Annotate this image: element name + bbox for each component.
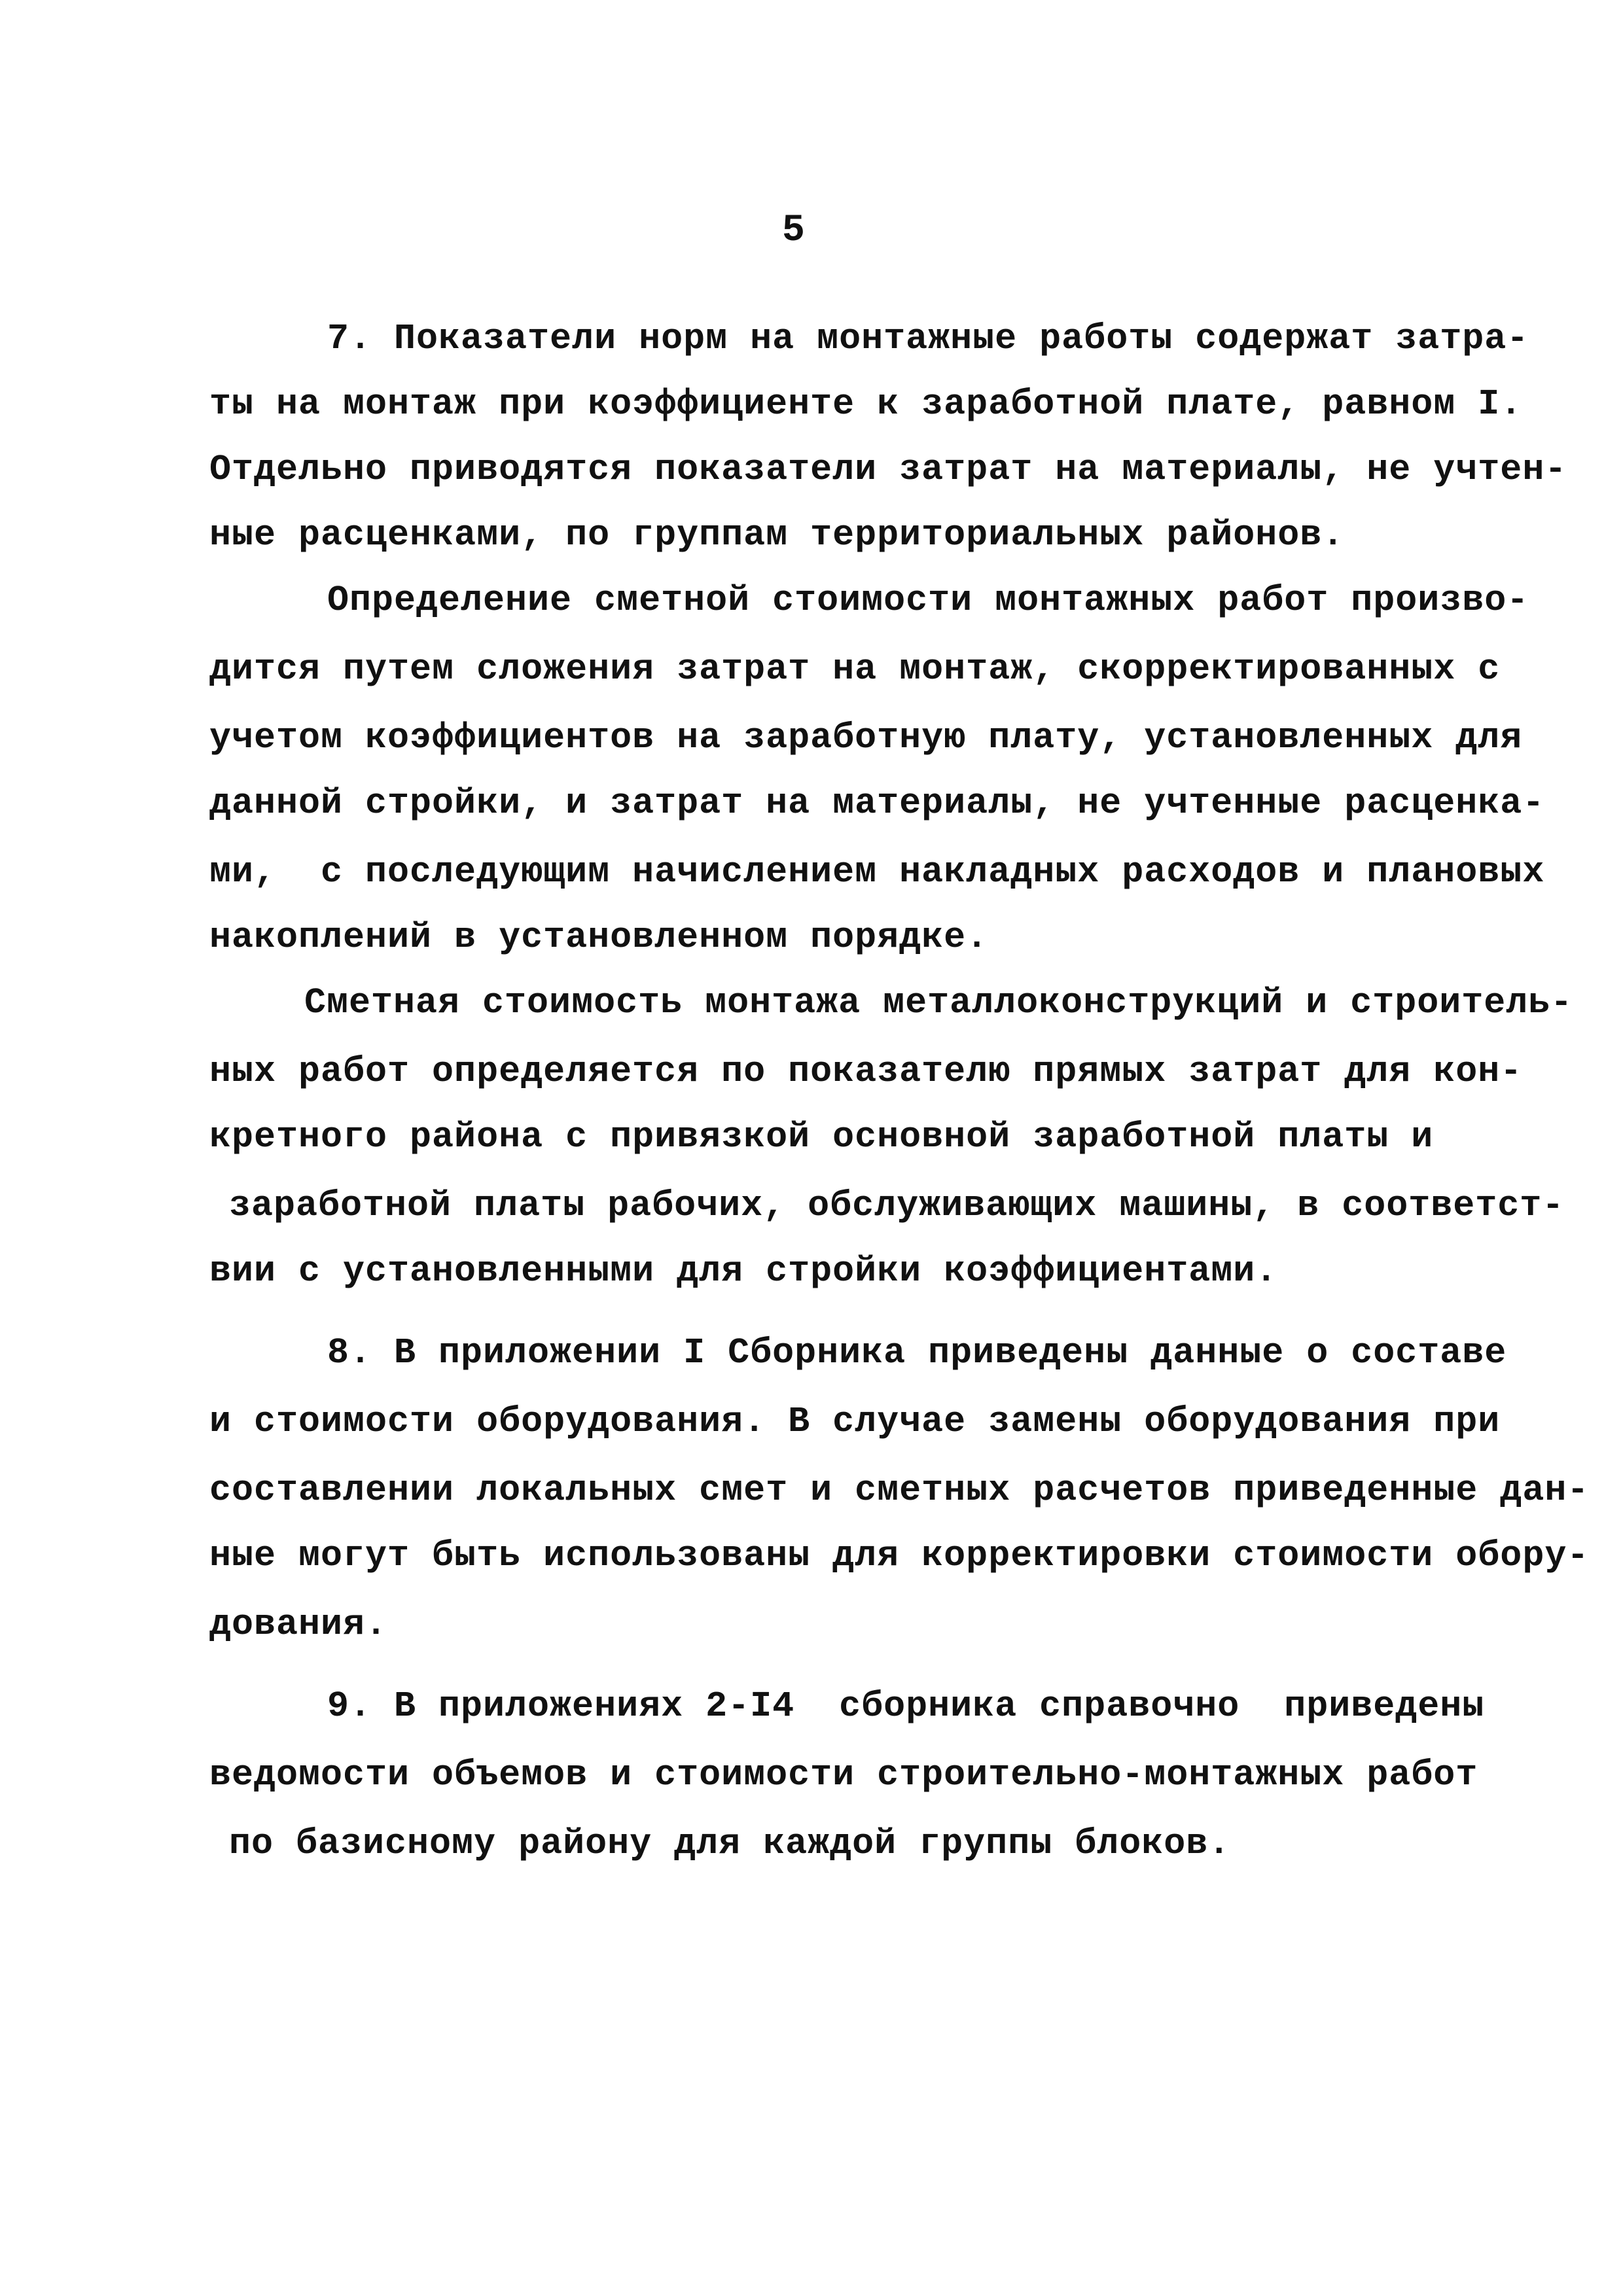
paragraph-line: вии с установленными для стройки коэффициентами. [209,1250,1278,1292]
paragraph-line: по базисному району для каждой группы блоков. [229,1823,1231,1864]
paragraph-line: ведомости объемов и стоимости строительно-монтажных работ [209,1754,1478,1795]
paragraph-line: заработной платы рабочих, обслуживающих машины, в соответст- [229,1185,1565,1226]
paragraph-line: ные могут быть использованы для корректировки стоимости обору- [209,1535,1590,1576]
paragraph-line: накоплений в установленном порядке. [209,917,989,958]
paragraph-line: составлении локальных смет и сметных расчетов приведенные дан- [209,1470,1590,1511]
paragraph-line: ми, с последующим начислением накладных расходов и плановых [209,851,1545,892]
paragraph-line: дится путем сложения затрат на монтаж, скорректированных с [209,648,1501,690]
paragraph-line: данной стройки, и затрат на материалы, не учтенные расценка- [209,783,1545,824]
paragraph-line: Отдельно приводятся показатели затрат на материалы, не учтен- [209,449,1567,490]
paragraph-line: 8. В приложении I Сборника приведены данные о составе [327,1332,1507,1373]
paragraph-line: дования. [209,1604,388,1645]
paragraph-line: учетом коэффициентов на заработную плату, установленных для [209,717,1523,758]
paragraph-line: ты на монтаж при коэффициенте к заработной плате, равном I. [209,383,1523,425]
paragraph-line: Сметная стоимость монтажа металлоконструкций и строитель- [304,982,1573,1023]
page-number: 5 [782,209,805,252]
paragraph-line: кретного района с привязкой основной заработной платы и [209,1116,1434,1157]
paragraph-line: 9. В приложениях 2-I4 сборника справочно приведены [327,1686,1485,1727]
paragraph-line: 7. Показатели норм на монтажные работы содержат затра- [327,318,1529,359]
paragraph-line: Определение сметной стоимости монтажных работ произво- [327,580,1529,621]
paragraph-line: ные расценками, по группам территориальных районов. [209,514,1345,556]
paragraph-line: и стоимости оборудования. В случае замены оборудования при [209,1401,1501,1442]
paragraph-line: ных работ определяется по показателю прямых затрат для кон- [209,1051,1523,1092]
